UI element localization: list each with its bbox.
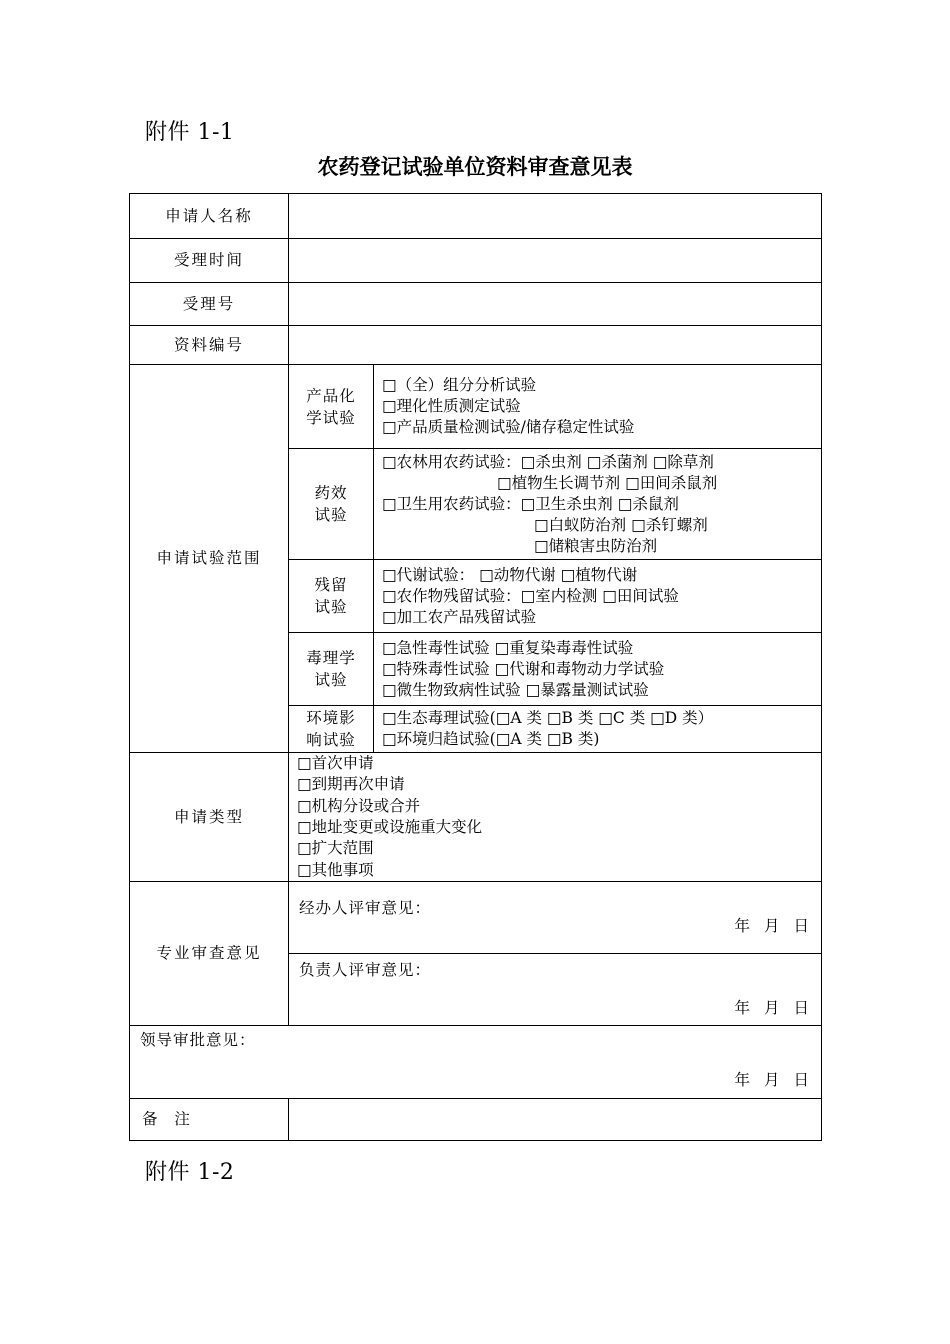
- date-month: 月: [763, 917, 780, 935]
- doc-no-label: 资料编号: [130, 326, 289, 365]
- toxicology-test-label: [289, 633, 374, 706]
- efficacy-options: [374, 449, 822, 560]
- manager-review-field[interactable]: [289, 954, 822, 1026]
- applicant-name-label: 申请人名称: [130, 194, 289, 239]
- row-app-type: [130, 753, 822, 882]
- toxicology-label-line1: 毒理学: [306, 649, 356, 667]
- date-month: 月: [763, 1071, 780, 1089]
- row-applicant-name: [130, 194, 822, 239]
- applicant-name-field[interactable]: [289, 194, 822, 239]
- chem-label-line1: 产品化: [306, 387, 356, 405]
- efficacy-test-label: [289, 449, 374, 560]
- accept-time-label: 受理时间: [130, 239, 289, 283]
- date-day: 日: [793, 999, 809, 1017]
- toxicology-option-3[interactable]: □微生物致病性试验 □暴露量测试试验: [382, 680, 649, 699]
- residue-option-1[interactable]: □代谢试验： □动物代谢 □植物代谢: [382, 565, 638, 584]
- efficacy-hygiene-line[interactable]: □卫生用农药试验：□卫生杀虫剂 □杀鼠剂: [382, 494, 679, 513]
- expert-review-label: 专业审查意见: [130, 882, 289, 1026]
- row-handler-review: [130, 882, 822, 954]
- row-doc-no: [130, 326, 822, 365]
- chem-option-3[interactable]: □产品质量检测试验/储存稳定性试验: [382, 418, 635, 436]
- residue-label-line2: 试验: [314, 598, 348, 616]
- row-scope-chem: [130, 365, 822, 449]
- app-type-renewal[interactable]: □到期再次申请: [297, 775, 405, 794]
- environment-option-1[interactable]: □生态毒理试验(□A 类 □B 类 □C 类 □D 类）: [382, 709, 714, 727]
- environment-label-line2: 响试验: [306, 731, 356, 749]
- leader-approval-field[interactable]: [130, 1026, 822, 1099]
- app-type-first[interactable]: □首次申请: [297, 754, 374, 773]
- efficacy-label-line2: 试验: [314, 506, 348, 524]
- form-title: 农药登记试验单位资料审查意见表: [317, 155, 633, 179]
- toxicology-option-1[interactable]: □急性毒性试验 □重复染毒毒性试验: [382, 638, 634, 657]
- app-type-other[interactable]: □其他事项: [297, 860, 374, 879]
- toxicology-option-2[interactable]: □特殊毒性试验 □代谢和毒物动力学试验: [382, 659, 665, 678]
- app-type-expand-scope[interactable]: □扩大范围: [297, 839, 374, 858]
- handler-review-field[interactable]: [289, 882, 822, 954]
- date-year: 年: [734, 999, 750, 1017]
- remark-field[interactable]: [289, 1099, 822, 1141]
- row-remark: [130, 1099, 822, 1141]
- row-accept-time: [130, 239, 822, 283]
- scope-label: 申请试验范围: [130, 365, 289, 753]
- row-accept-no: [130, 283, 822, 326]
- date-month: 月: [763, 999, 780, 1017]
- leader-approval-label: 领导审批意见：: [140, 1031, 256, 1049]
- residue-test-label: [289, 560, 374, 633]
- remark-label: 备 注: [130, 1099, 289, 1141]
- environment-option-2[interactable]: □环境归趋试验(□A 类 □B 类): [382, 730, 600, 748]
- environment-options: [374, 706, 822, 753]
- date-day: 日: [793, 917, 809, 935]
- toxicology-options: [374, 633, 822, 706]
- chem-option-2[interactable]: □理化性质测定试验: [382, 397, 521, 415]
- efficacy-hygiene-line-2[interactable]: □白蚁防治剂 □杀钉螺剂: [534, 515, 708, 534]
- app-type-split-merge[interactable]: □机构分设或合并: [297, 796, 421, 815]
- residue-label-line1: 残留: [314, 576, 348, 594]
- residue-option-2[interactable]: □农作物残留试验：□室内检测 □田间试验: [382, 586, 679, 605]
- toxicology-label-line2: 试验: [314, 671, 348, 689]
- chem-label-line2: 学试验: [306, 409, 356, 427]
- residue-options: [374, 560, 822, 633]
- handler-review-date: [734, 916, 809, 937]
- date-day: 日: [793, 1071, 809, 1089]
- environment-test-label: [289, 706, 374, 753]
- review-form-table: [129, 193, 822, 1141]
- attachment-label-bottom: 附件 1-2: [145, 1160, 235, 1185]
- chem-test-label: [289, 365, 374, 449]
- app-type-label: 申请类型: [130, 753, 289, 882]
- row-leader-approval: [130, 1026, 822, 1099]
- date-year: 年: [734, 917, 750, 935]
- app-type-options: [289, 753, 822, 882]
- efficacy-agri-line-2[interactable]: □植物生长调节剂 □田间杀鼠剂: [497, 473, 718, 492]
- accept-no-field[interactable]: [289, 283, 822, 326]
- residue-option-3[interactable]: □加工农产品残留试验: [382, 607, 537, 626]
- chem-option-1[interactable]: □（全）组分分析试验: [382, 376, 537, 394]
- app-type-address-change[interactable]: □地址变更或设施重大变化: [297, 818, 483, 836]
- leader-approval-date: [734, 1070, 809, 1091]
- efficacy-label-line1: 药效: [314, 484, 348, 502]
- manager-review-label: 负责人评审意见：: [299, 961, 432, 979]
- date-year: 年: [734, 1071, 750, 1089]
- accept-time-field[interactable]: [289, 239, 822, 283]
- handler-review-label: 经办人评审意见：: [299, 899, 432, 917]
- accept-no-label: 受理号: [130, 283, 289, 326]
- chem-options: [374, 365, 822, 449]
- attachment-label-top: 附件 1-1: [145, 120, 235, 145]
- environment-label-line1: 环境影: [306, 709, 356, 727]
- efficacy-agri-line[interactable]: □农林用农药试验：□杀虫剂 □杀菌剂 □除草剂: [382, 452, 714, 471]
- efficacy-hygiene-line-3[interactable]: □储粮害虫防治剂: [534, 536, 658, 555]
- doc-no-field[interactable]: [289, 326, 822, 365]
- manager-review-date: [734, 998, 809, 1019]
